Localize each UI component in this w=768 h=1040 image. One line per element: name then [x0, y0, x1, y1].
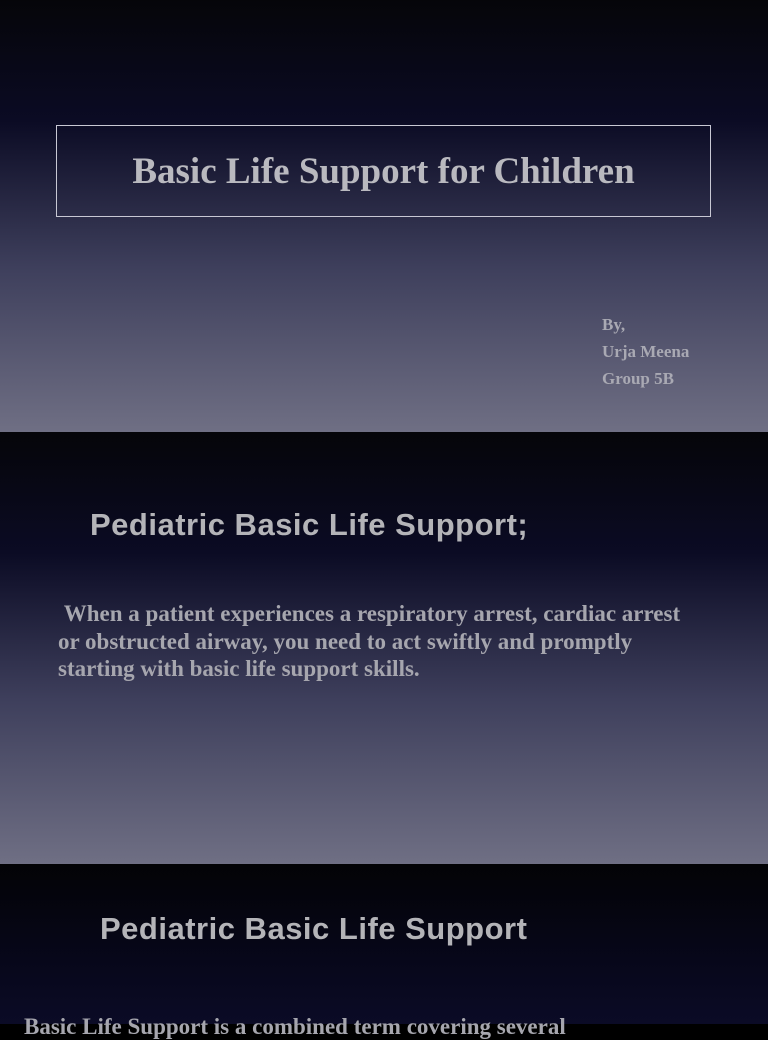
slide-body-text-partial: Basic Life Support is a combined term covering several	[24, 1014, 566, 1039]
author-name: Urja Meena	[602, 342, 690, 361]
slide-title-text: Basic Life Support for Children	[132, 150, 635, 192]
slide-heading: Pediatric Basic Life Support	[100, 911, 528, 946]
author-byline	[602, 311, 689, 392]
slide-title	[0, 0, 768, 432]
slide-heading: Pediatric Basic Life Support;	[90, 507, 529, 542]
slide-intro	[0, 432, 768, 864]
byline-label: By,	[602, 315, 626, 334]
slide-body-text: When a patient experiences a respiratory arrest, cardiac arrest or obstructed airway, you need to act swiftly and promptly starting with basic life support skills.	[58, 601, 686, 681]
title-frame	[56, 125, 711, 217]
author-group: Group 5B	[602, 369, 674, 388]
slide-definition	[0, 864, 768, 1039]
